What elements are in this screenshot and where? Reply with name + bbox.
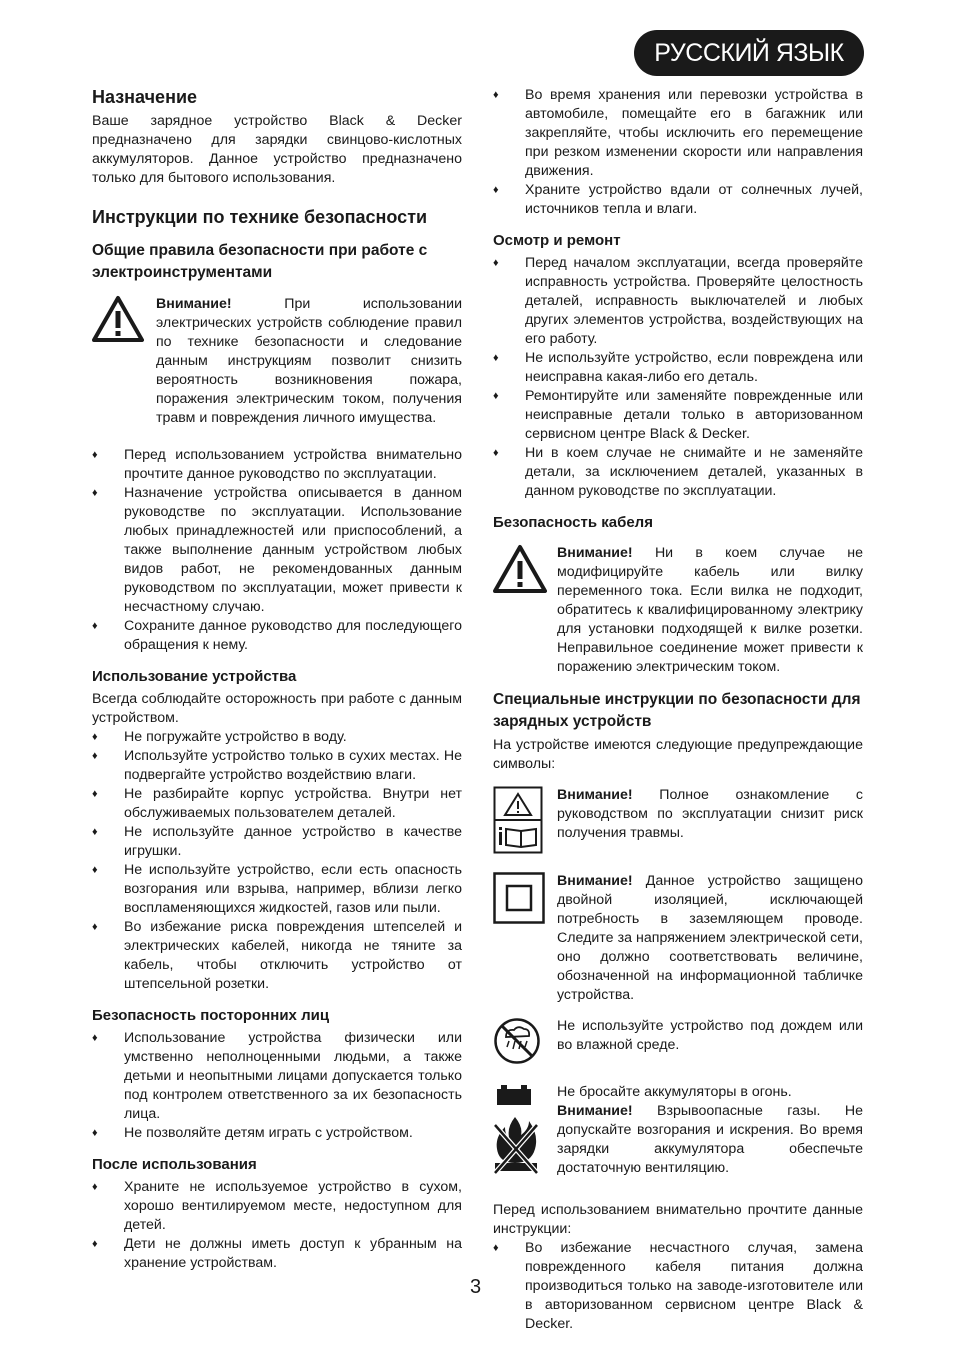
list-item: ♦ Храните устройство вдали от солнечных лучей, источников тепла и влаги. <box>493 182 863 217</box>
warning-triangle-icon <box>493 544 557 600</box>
list-item: ♦ Сохраните данное руководство для последующего обращения к нему. <box>92 618 462 653</box>
list-item: ♦ Перед использованием устройства внимательно прочтите данное руководство по эксплуатации. <box>92 447 462 482</box>
inspection-title: Осмотр и ремонт <box>493 232 621 249</box>
warning-triangle-icon <box>92 295 156 349</box>
read-manual-icon <box>493 786 557 860</box>
list-item: ♦ Во время хранения или перевозки устройства в автомобиле, помещайте его в багажник или закрепляйте, чтобы исключить его перемещение при резком изменении скорости или направления движения. <box>493 87 863 179</box>
list-item: ♦ Не позволяйте детям играть с устройством. <box>92 1125 413 1141</box>
inspection-list <box>493 254 863 501</box>
list-item: ♦ Во избежание риска повреждения штепселей и электрических кабелей, никогда не тяните за кабель, чтобы отключить устройство от штепсельной розетки. <box>92 919 462 992</box>
storage-list <box>493 86 863 219</box>
symbol-no-rain <box>493 1017 863 1071</box>
list-item: ♦ Не погружайте устройство в воду. <box>92 729 347 745</box>
warning-label: Внимание! <box>557 873 633 889</box>
list-item: ♦ Перед началом эксплуатации, всегда проверяйте исправность устройства. Проверяйте целостность деталей, исправность выключателей и любых других элементов устройства, воздействующих на его работу. <box>493 255 863 347</box>
warning-label: Внимание! <box>557 1103 633 1119</box>
purpose-title: Назначение <box>92 87 198 107</box>
warning-label: Внимание! <box>156 296 232 312</box>
double-insulation-icon <box>493 872 557 930</box>
charger-intro: На устройстве имеются следующие предупреждающие символы: <box>493 737 863 772</box>
usage-intro: Всегда соблюдайте осторожность при работе с данным устройством. <box>92 691 462 726</box>
list-item: ♦ Ремонтируйте или заменяйте поврежденные или неисправные детали только в авторизованном сервисном центре Black & Decker. <box>493 388 863 442</box>
cable-safety-title: Безопасность кабеля <box>493 514 653 531</box>
symbol-text: Не используйте устройство под дождем или во влажной среде. <box>557 1018 863 1053</box>
warning-text: Ни в коем случае не модифицируйте кабель или вилку переменного тока. Если вилка не подходит, обратитесь к квалифицированному электрику для установки подходящей к вилке розетки. Неправильное соединение может привести к поражению электрическим током. <box>557 545 863 675</box>
safety-title: Инструкции по технике безопасности <box>92 207 428 227</box>
no-fire-battery-icon <box>493 1083 557 1183</box>
warning-label: Внимание! <box>557 545 633 561</box>
warning-label: Внимание! <box>557 787 633 803</box>
left-column <box>92 86 462 1273</box>
usage-list <box>92 728 462 994</box>
warning-text: Взрывоопасные газы. Не допускайте возгорания и искрения. Во время зарядки аккумулятора обеспечьте достаточную вентиляцию. <box>557 1103 863 1176</box>
language-badge: РУССКИЙ ЯЗЫК <box>634 30 864 76</box>
final-intro: Перед использованием внимательно прочтите данные инструкции: <box>493 1202 863 1237</box>
charger-safety-title: Специальные инструкции по безопасности для зарядных устройств <box>493 691 861 730</box>
warning-text: Полное ознакомление с руководством по эксплуатации снизит риск получения травмы. <box>557 787 863 841</box>
list-item: ♦ Не используйте устройство, если есть опасность возгорания или взрыва, например, вблизи легко воспламеняющихся жидкостей, газов или пыли. <box>92 862 462 916</box>
cable-warning <box>493 544 863 677</box>
warning-text: При использовании электрических устройств соблюдение правил по технике безопасности и следование данным инструкциям позволит снизить вероятность возникновения пожара, поражения электрическим током, получения травм и повреждения личного имущества. <box>156 296 462 426</box>
after-use-list <box>92 1178 462 1273</box>
page-number: 3 <box>470 1276 482 1298</box>
list-item: ♦ Назначение устройства описывается в данном руководстве по эксплуатации. Использование любых принадлежностей или приспособлений, а также выполнение данным устройством любых видов работ, не рекомендованных данным руководством по эксплуатации, может привести к несчастному случаю. <box>92 485 462 615</box>
no-rain-icon <box>493 1017 557 1071</box>
symbol-double-insulation <box>493 872 863 1005</box>
symbol-text: Не бросайте аккумуляторы в огонь. <box>557 1084 792 1100</box>
symbol-read-manual <box>493 786 863 860</box>
list-item: ♦ Не используйте устройство, если повреждена или неисправна какая-либо его деталь. <box>493 350 863 385</box>
list-item: ♦ Не разбирайте корпус устройства. Внутри нет обслуживаемых пользователем деталей. <box>92 786 462 821</box>
general-warning <box>92 295 462 428</box>
right-column <box>493 86 863 1334</box>
warning-text: Данное устройство защищено двойной изоляцией, исключающей потребность в заземляющем проводе. Следите за напряжением электрической сети, оно должно соответствовать величине, обозначенной на информационной табличке устройства. <box>557 873 863 1003</box>
general-list <box>92 446 462 655</box>
final-list <box>493 1239 863 1334</box>
list-item: ♦ Храните не используемое устройство в сухом, хорошо вентилируемом месте, недоступном для детей. <box>92 1179 462 1233</box>
usage-title: Использование устройства <box>92 668 297 685</box>
list-item: ♦ Не используйте данное устройство в качестве игрушки. <box>92 824 462 859</box>
list-item: ♦ Ни в коем случае не снимайте и не заменяйте детали, за исключением деталей, указанных в данном руководстве по эксплуатации. <box>493 445 863 499</box>
general-rules-title: Общие правила безопасности при работе с электроинструментами <box>92 242 428 281</box>
list-item: ♦ Использование устройства физически или умственно неполноценными людьми, а также детьми и неопытными лицами допускается только под контролем ответственного за их безопасность лица. <box>92 1030 462 1122</box>
after-use-title: После использования <box>92 1156 257 1173</box>
list-item: ♦ Во избежание несчастного случая, замена поврежденного кабеля питания должна производиться только на заводе-изготовителе или в авторизованном сервисном центре Black & Decker. <box>493 1240 863 1332</box>
others-title: Безопасность посторонних лиц <box>92 1007 330 1024</box>
symbol-battery-fire <box>493 1083 863 1183</box>
list-item: ♦ Дети не должны иметь доступ к убранным на хранение устройствам. <box>92 1236 462 1271</box>
others-list <box>92 1029 462 1143</box>
list-item: ♦ Используйте устройство только в сухих местах. Не подвергайте устройство воздействию влаги. <box>92 748 462 783</box>
purpose-text: Ваше зарядное устройство Black & Decker предназначено для зарядки свинцово-кислотных аккумуляторов. Данное устройство предназначено только для бытового использования. <box>92 113 462 186</box>
